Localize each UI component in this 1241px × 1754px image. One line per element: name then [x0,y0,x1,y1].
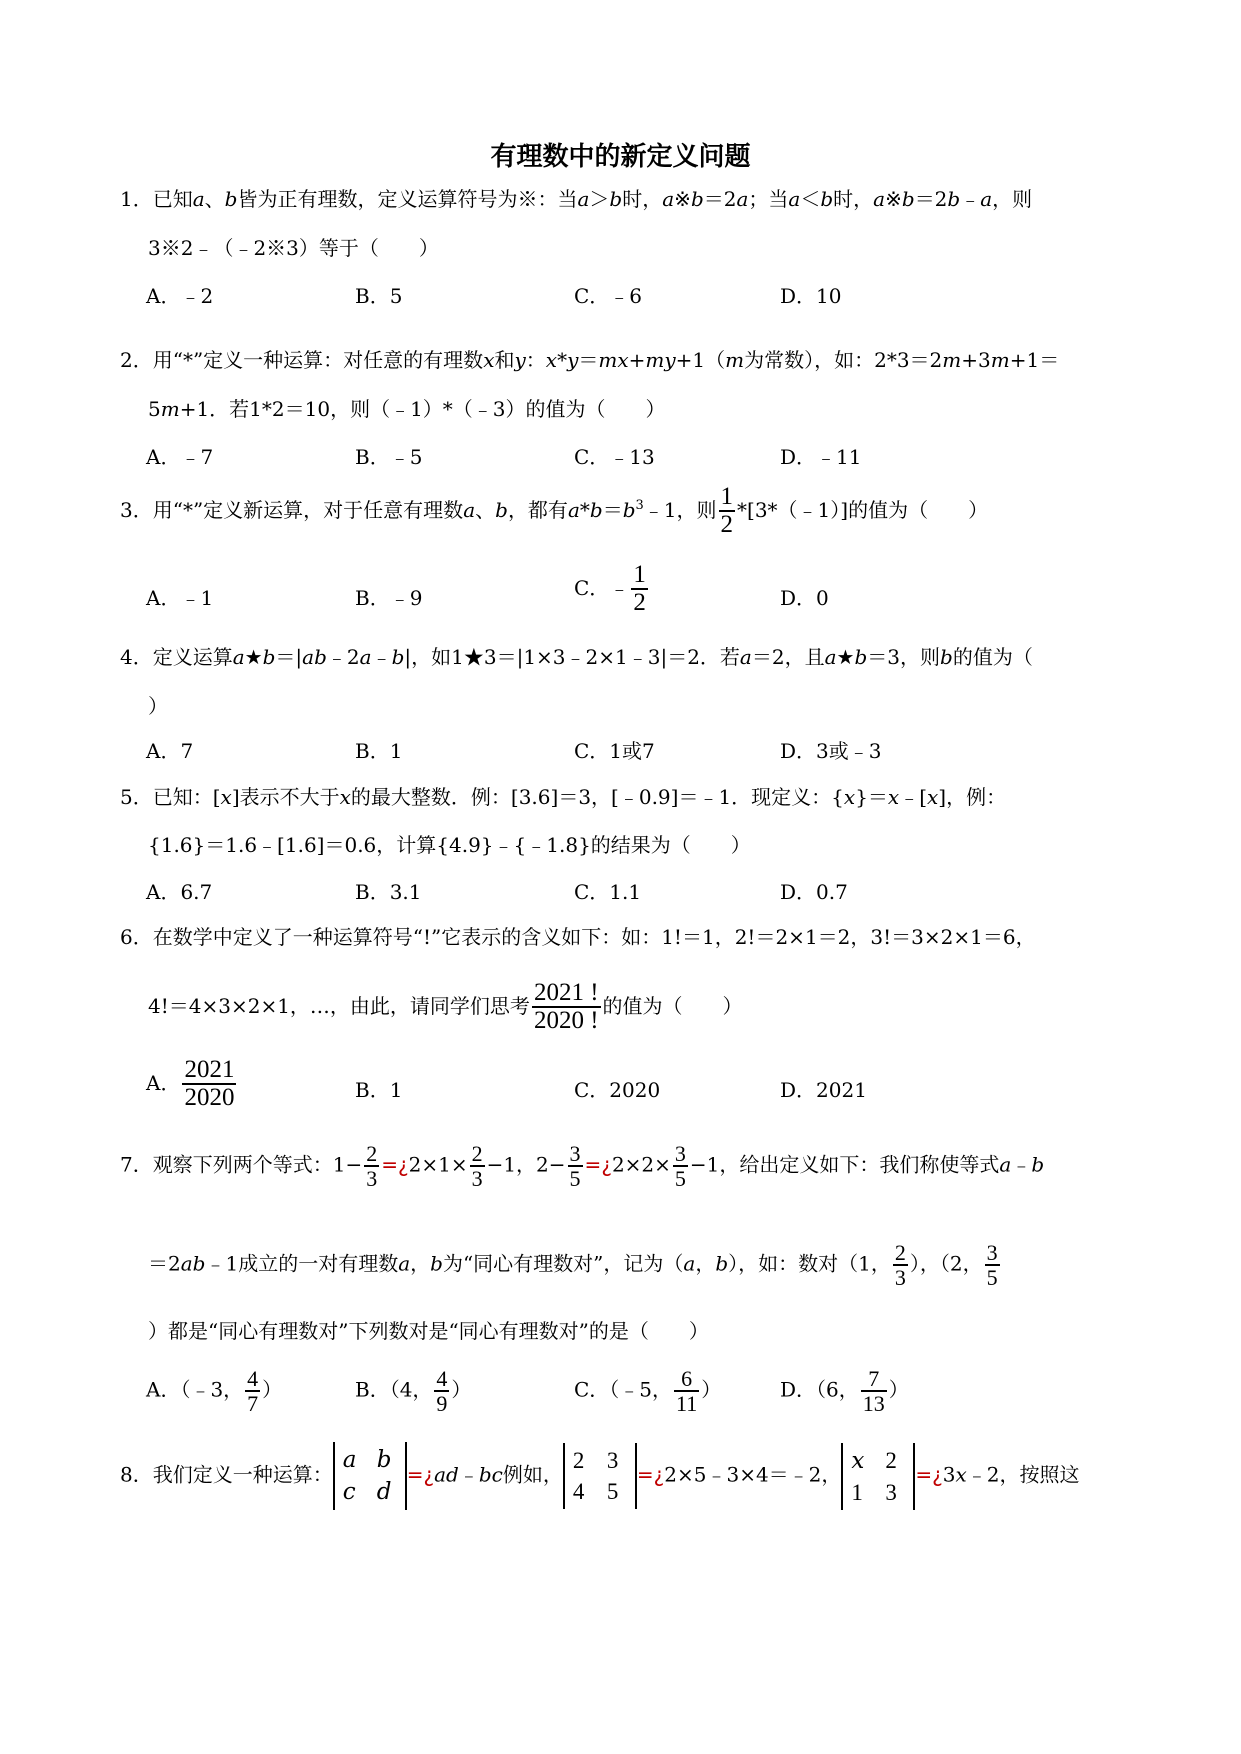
q1-option-c: C．﹣6 [574,284,643,308]
determinant-x213: x 2 1 3 [841,1443,915,1510]
fraction-2021-2020: $\frac{2021}{2020}$ [184,1056,235,1112]
q7-option-d: D．（6， $\frac{7}{13}$ ） [780,1366,909,1417]
question-8-line-1: 8．我们定义一种运算：a b c d=¿ad﹣bc例如，2 3 4 5=¿2×5﹣3×4＝﹣2，x 2 1 3=¿3x﹣2，按照这 [120,1442,1080,1510]
fraction-3-5: $\frac{3}{5}$ [986,1240,998,1291]
determinant-2345: 2 3 4 5 [563,1443,637,1509]
q4-option-c: C．1或7 [574,739,655,763]
q6-option-a: A． $\frac{2021}{2020}$ [146,1056,235,1112]
fraction-6-11: $\frac{6}{11}$ [676,1366,698,1417]
question-6-line-1: 6．在数学中定义了一种运算符号“!”它表示的含义如下：如：1!＝1，2!＝2×1＝2，3!＝3×2×1＝6， [120,925,1036,949]
q2-option-b: B．﹣5 [355,445,423,469]
question-2-line-1: 2．用“*”定义一种运算：对任意的有理数x和y：x*y＝mx+my+1（m为常数），如：2*3＝2m+3m+1＝ [120,348,1060,372]
fraction-3-5: $\frac{3}{5}$ [569,1141,581,1192]
q4-option-b: B．1 [355,739,403,763]
q2-option-d: D．﹣11 [780,445,862,469]
q6-option-c: C．2020 [574,1078,661,1102]
question-5-line-1: 5．已知：[x]表示不大于x的最大整数．例：[3.6]＝3，[﹣0.9]＝﹣1．现定义：{x}＝x﹣[x]，例： [120,785,1007,809]
question-7-line-3: ）都是“同心有理数对”下列数对是“同心有理数对”的是（ ） [148,1319,709,1343]
fraction-4-9: $\frac{4}{9}$ [436,1366,448,1417]
fraction-3-5: $\frac{3}{5}$ [674,1141,686,1192]
fraction-2-3: $\frac{2}{3}$ [366,1141,378,1192]
question-4-line-2: ） [148,694,168,718]
q6-option-b: B．1 [355,1078,403,1102]
question-1-line-2: 3※2﹣（﹣2※3）等于（ ） [148,236,439,260]
q5-option-d: D．0.7 [780,880,848,904]
q3-option-a: A．﹣1 [146,586,214,610]
q4-option-d: D．3或﹣3 [780,739,882,763]
question-6-line-2: 4!＝4×3×2×1，…，由此，请同学们思考 $\frac{2021 !}{2020 !}$ 的值为（ ） [148,979,743,1035]
q5-option-b: B．3.1 [355,880,422,904]
determinant-abcd: a b c d [333,1442,407,1510]
q6-option-d: D．2021 [780,1078,867,1102]
fraction-7-13: $\frac{7}{13}$ [862,1366,885,1417]
q7-option-b: B．（4， $\frac{4}{9}$ ） [355,1366,472,1417]
fraction-one-half: $\frac{1}{2}$ [633,561,646,617]
q1-option-a: A．﹣2 [146,284,214,308]
q3-option-c: C．﹣ $\frac{1}{2}$ [574,561,646,617]
question-4-line-1: 4．定义运算a★b＝|ab﹣2a﹣b|，如1★3＝|1×3﹣2×1﹣3|＝2．若a＝2，且a★b＝3，则b的值为（ [120,645,1033,669]
q2-option-c: C．﹣13 [574,445,655,469]
question-3-line-1: 3．用“*”定义新运算，对于任意有理数a、b，都有$a*b=b^3﹣1$，则 $\frac{1}{2}$ *[3*（﹣1）]的值为（ ） [120,483,989,539]
q1-option-d: D．10 [780,284,842,308]
fraction-2-3: $\frac{2}{3}$ [471,1141,483,1192]
fraction-one-half: $\frac{1}{2}$ [720,483,734,539]
fraction-2-3: $\frac{2}{3}$ [894,1240,906,1291]
q7-option-a: A．（﹣3， $\frac{4}{7}$ ） [146,1366,283,1417]
q2-option-a: A．﹣7 [146,445,214,469]
q5-option-a: A．6.7 [146,880,213,904]
q5-option-c: C．1.1 [574,880,642,904]
q3-option-d: D．0 [780,586,829,610]
question-7-line-1: 7．观察下列两个等式：1− $\frac{2}{3}$ =¿2×1× $\frac{2}{3}$ −1，2− $\frac{3}{5}$ =¿2×2× $\frac{3}{5}$ −1，给出定义如下：我们称使等式a﹣b [120,1141,1045,1192]
question-7-line-2: ＝2ab﹣1成立的一对有理数a，b为“同心有理数对”，记为（a，b），如：数对（1， $\frac{2}{3}$ ），（2， $\frac{3}{5}$ [148,1240,998,1291]
q7-option-c: C．（﹣5， $\frac{6}{11}$ ） [574,1366,722,1417]
question-1-line-1: 1．已知a、b皆为正有理数，定义运算符号为※：当a＞b时，a※b＝2a；当a＜b时，a※b＝2b﹣a，则 [120,187,1033,211]
question-5-line-2: {1.6}＝1.6﹣[1.6]＝0.6，计算{4.9}﹣{﹣1.8}的结果为（ ） [148,833,751,857]
q1-option-b: B．5 [355,284,403,308]
question-2-line-2: 5m+1．若1*2＝10，则（﹣1）*（﹣3）的值为（ ） [148,397,666,421]
page-title: 有理数中的新定义问题 [490,142,751,172]
q4-option-a: A．7 [146,739,194,763]
fraction-factorial-ratio: $\frac{2021 !}{2020 !}$ [533,979,599,1035]
q3-option-b: B．﹣9 [355,586,423,610]
fraction-4-7: $\frac{4}{7}$ [247,1366,259,1417]
